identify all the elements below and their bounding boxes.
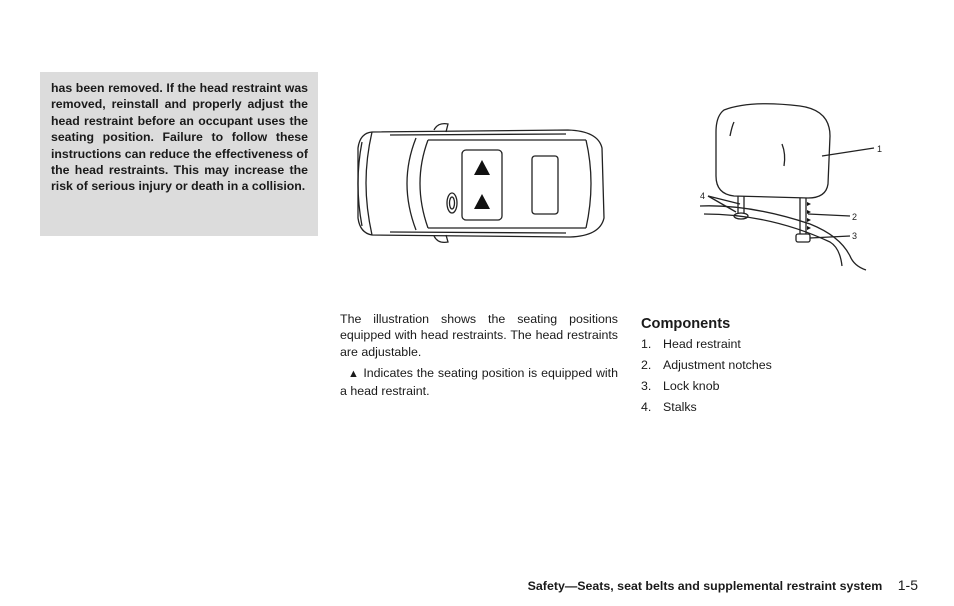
body-paragraph-2-text: Indicates the seating position is equipped with a head restraint. (340, 366, 619, 398)
components-section (641, 316, 861, 418)
list-item-label: Lock knob (663, 379, 720, 393)
list-item (641, 355, 861, 376)
list-item-number: 1. (641, 337, 652, 351)
car-seating-illustration (350, 118, 610, 248)
leader-4b (708, 196, 736, 212)
triangle-icon: ▲ (348, 368, 360, 381)
notch-marker (807, 218, 811, 222)
head-restraint-seam (782, 144, 785, 166)
list-item (641, 397, 861, 418)
car-side-sill-top (390, 134, 566, 135)
rear-seat-area (532, 156, 558, 214)
list-item-label: Head restraint (663, 337, 741, 351)
car-side-sill-bottom (390, 232, 566, 233)
page-footer (528, 577, 918, 593)
warning-box (40, 72, 318, 236)
body-paragraph-2 (340, 365, 618, 399)
steering-wheel (447, 193, 457, 213)
notch-marker (807, 226, 811, 230)
car-windshield-inner (407, 138, 416, 230)
front-seat-head-restraint-marker (474, 160, 490, 175)
car-front-bumper (366, 132, 372, 235)
body-paragraph-1: The illustration shows the seating positions equipped with head restraints. The head restraints are adjustable. (340, 312, 618, 359)
callout-2: 2 (852, 212, 858, 222)
callout-3: 3 (852, 231, 858, 241)
notch-marker (807, 202, 811, 206)
components-heading: Components (641, 316, 731, 332)
callout-1: 1 (877, 144, 883, 154)
page-number: 1-5 (897, 577, 918, 593)
head-restraint-illustration (690, 96, 890, 274)
footer-section-title: Safety—Seats, seat belts and supplemental restraint system (527, 579, 883, 593)
list-item-label: Stalks (663, 400, 697, 414)
list-item-label: Adjustment notches (663, 358, 772, 372)
list-item-number: 3. (641, 379, 652, 393)
car-body-outline (358, 130, 604, 237)
car-rear-window (586, 140, 591, 228)
leader-4a (708, 196, 740, 204)
body-text (340, 311, 618, 404)
list-item (641, 376, 861, 397)
car-windshield (420, 140, 428, 228)
components-list (641, 334, 861, 418)
seatback-line (704, 214, 842, 266)
list-item-number: 2. (641, 358, 652, 372)
lock-knob (796, 234, 810, 242)
callout-4: 4 (700, 191, 706, 201)
list-item (641, 334, 861, 355)
steering-wheel-inner (450, 197, 455, 209)
list-item-number: 4. (641, 400, 652, 414)
leader-2 (808, 214, 850, 216)
head-restraint-pad-back (730, 122, 734, 136)
front-seat-head-restraint-marker (474, 194, 490, 209)
head-restraint-pad (716, 104, 830, 198)
warning-text: has been removed. If the head restraint was removed, reinstall and properly adjust the head restraint before an occupant uses the seating position. Failure to follow these instructions can reduce the effectiveness of the head restraints. This may increase the risk of serious injury or death in a collision. (51, 81, 308, 194)
